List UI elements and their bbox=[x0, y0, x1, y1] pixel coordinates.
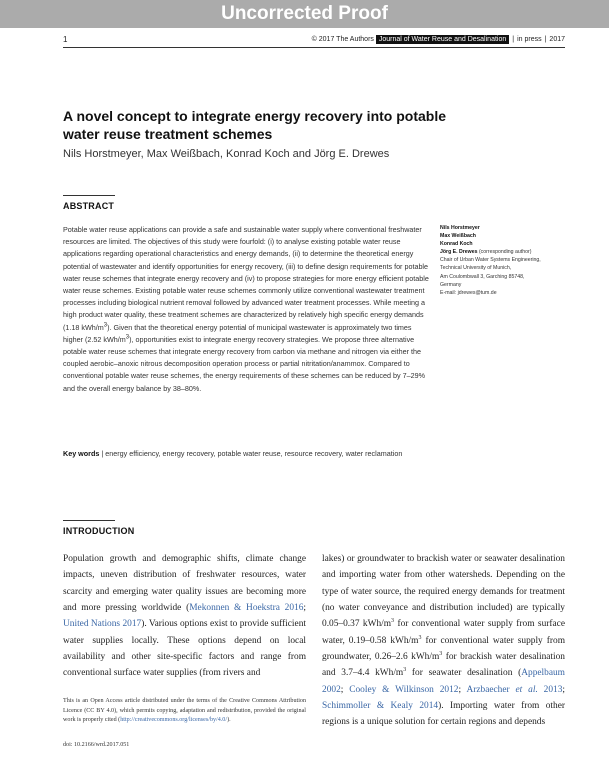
affil-line: Germany bbox=[440, 281, 462, 288]
citation-link[interactable]: Arzbaecher et al. 2013 bbox=[466, 684, 563, 695]
doi: doi: 10.2166/wrd.2017.051 bbox=[63, 742, 130, 748]
running-head-right: © 2017 The Authors Journal of Water Reuse and Desalination | in press | 2017 bbox=[311, 36, 565, 43]
affil-line: Technical University of Munich, bbox=[440, 265, 512, 272]
abstract-heading: ABSTRACT bbox=[63, 201, 115, 211]
copyright-notice: © 2017 The Authors bbox=[311, 36, 374, 43]
introduction-rule bbox=[63, 520, 115, 521]
corresponding-author: Jörg E. Drewes bbox=[440, 249, 478, 256]
keywords-label: Key words bbox=[63, 449, 100, 458]
introduction-heading: INTRODUCTION bbox=[63, 526, 135, 536]
abstract-text: Potable water reuse applications can provide a safe and sustainable water supply where conventional freshwater resources are limited. The objectives of this study were fourfold: (i) to analyse existing potable water reuse applications regarding operational characteristics and energy demands, (ii) to determine the theoretical energy potential of wastewater and identify opportunities for energy recovery, (iii) to define design requirements for potable water reuse schemes that integrate energy recovery and (iv) to propose strategies for more energy efficient potable water reuse schemes. Existing potable water reuse schemes commonly utilize conventional wastewater treatment processes including biological nutrient removal followed by advanced water treatment processes. While meeting a high product water quality, these treatment schemes are characterized by relatively high specific energy demands (1.18 kWh/$m^3$). Given that the theoretical energy potential of municipal wastewater is approximately two times higher (2.52 kWh/$m^3$), opportunities exist to integrate energy recovery strategies. We propose three alternative potable water reuse schemes that integrate energy recovery from carbon via methane and nitrogen via either the coupled aerobic–anoxic nitrous decomposition operation process or partial nitritation/anammox. Compared to conventional potable water reuse schemes, the energy requirements of these schemes can be reduced by 7–29% and the overall energy balance by 38–80%. bbox=[63, 225, 429, 393]
license-link[interactable]: http://creativecommons.org/licenses/by/4.0/ bbox=[120, 717, 228, 724]
journal-name: Journal of Water Reuse and Desalination bbox=[376, 35, 509, 44]
introduction-right-column: lakes) or groundwater to brackish water or seawater desalination and importing water from other watersheds. Depending on the type of water source, the required energy demands for treatment (no water conveyance and distribution included) are typically 0.05–0.37 kWh/$m^3$ for conventional water supply from surface water, 0.19–0.58 kWh/$m^3$ for conventional water supply from groundwater, 0.26–2.6 kWh/$m^3$ for brackish water desalination and 3.7–4.4 kWh/$m^3$ for seawater desalination (Appelbaum 2002; Cooley & Wilkinson 2012; Arzbaecher et al. 2013; Schimmoller & Kealy 2014). Importing water from other regions is a unique solution for certain regions and depends bbox=[322, 554, 566, 728]
open-access-footnote: This is an Open Access article distributed under the terms of the Creative Commons Attribution Licence (CC BY 4.0), which permits copying, adaptation and redistribution, provided the original work is properly cited (http://creativecommons.org/licenses/by/4.0/). bbox=[63, 698, 306, 724]
affil-line: Chair of Urban Water Systems Engineering, bbox=[440, 257, 541, 264]
affil-name: Konrad Koch bbox=[440, 241, 473, 248]
citation-link[interactable]: Cooley & Wilkinson 2012 bbox=[349, 684, 459, 695]
page-number: 1 bbox=[63, 35, 68, 44]
affil-line: Am Coulombwall 3, Garching 85748, bbox=[440, 273, 525, 280]
publication-year: 2017 bbox=[549, 36, 565, 43]
keywords-list: energy efficiency, energy recovery, potable water reuse, resource recovery, water reclamation bbox=[105, 449, 403, 458]
press-status: in press bbox=[517, 36, 542, 43]
keywords: Key words | energy efficiency, energy recovery, potable water reuse, resource recovery, water reclamation bbox=[63, 449, 403, 458]
citation-link[interactable]: Mekonnen & Hoekstra 2016 bbox=[189, 603, 304, 614]
citation-link[interactable]: Schimmoller & Kealy 2014 bbox=[322, 701, 439, 712]
citation-link[interactable]: United Nations 2017 bbox=[63, 619, 142, 630]
affil-email[interactable]: E-mail: jdrewes@tum.de bbox=[440, 289, 497, 296]
abstract-rule bbox=[63, 195, 115, 196]
running-head bbox=[63, 33, 565, 47]
affil-name: Max Weißbach bbox=[440, 233, 476, 240]
uncorrected-proof-banner: Uncorrected Proof bbox=[0, 0, 609, 28]
author-affiliation: Nils Horstmeyer Max Weißbach Konrad Koch Jörg E. Drewes (corresponding author) Chair of Urban Water Systems Engineering, Technical University of Munich, Am Coulombwall 3, Garching 85748, Germany E-mail: jdrewes@tum.de bbox=[440, 224, 565, 297]
author-list: Nils Horstmeyer, Max Weißbach, Konrad Koch and Jörg E. Drewes bbox=[63, 148, 390, 160]
header-rule bbox=[63, 47, 565, 48]
citation-link[interactable]: Appelbaum 2002 bbox=[322, 668, 565, 695]
article-title: A novel concept to integrate energy recovery into potable water reuse treatment schemes bbox=[63, 108, 447, 142]
affil-name: Nils Horstmeyer bbox=[440, 225, 480, 231]
introduction-left-column: Population growth and demographic shifts, climate change impacts, uneven distribution of freshwater resources, water scarcity and emerging water quality issues are becoming more and more pressing worldwide (Mekonnen & Hoekstra 2016; United Nations 2017). Various options exist to provide sufficient water supplies locally. These options depend on local availability and other site-specific factors and range from conventional surface water supplies (from rivers and bbox=[63, 554, 306, 679]
